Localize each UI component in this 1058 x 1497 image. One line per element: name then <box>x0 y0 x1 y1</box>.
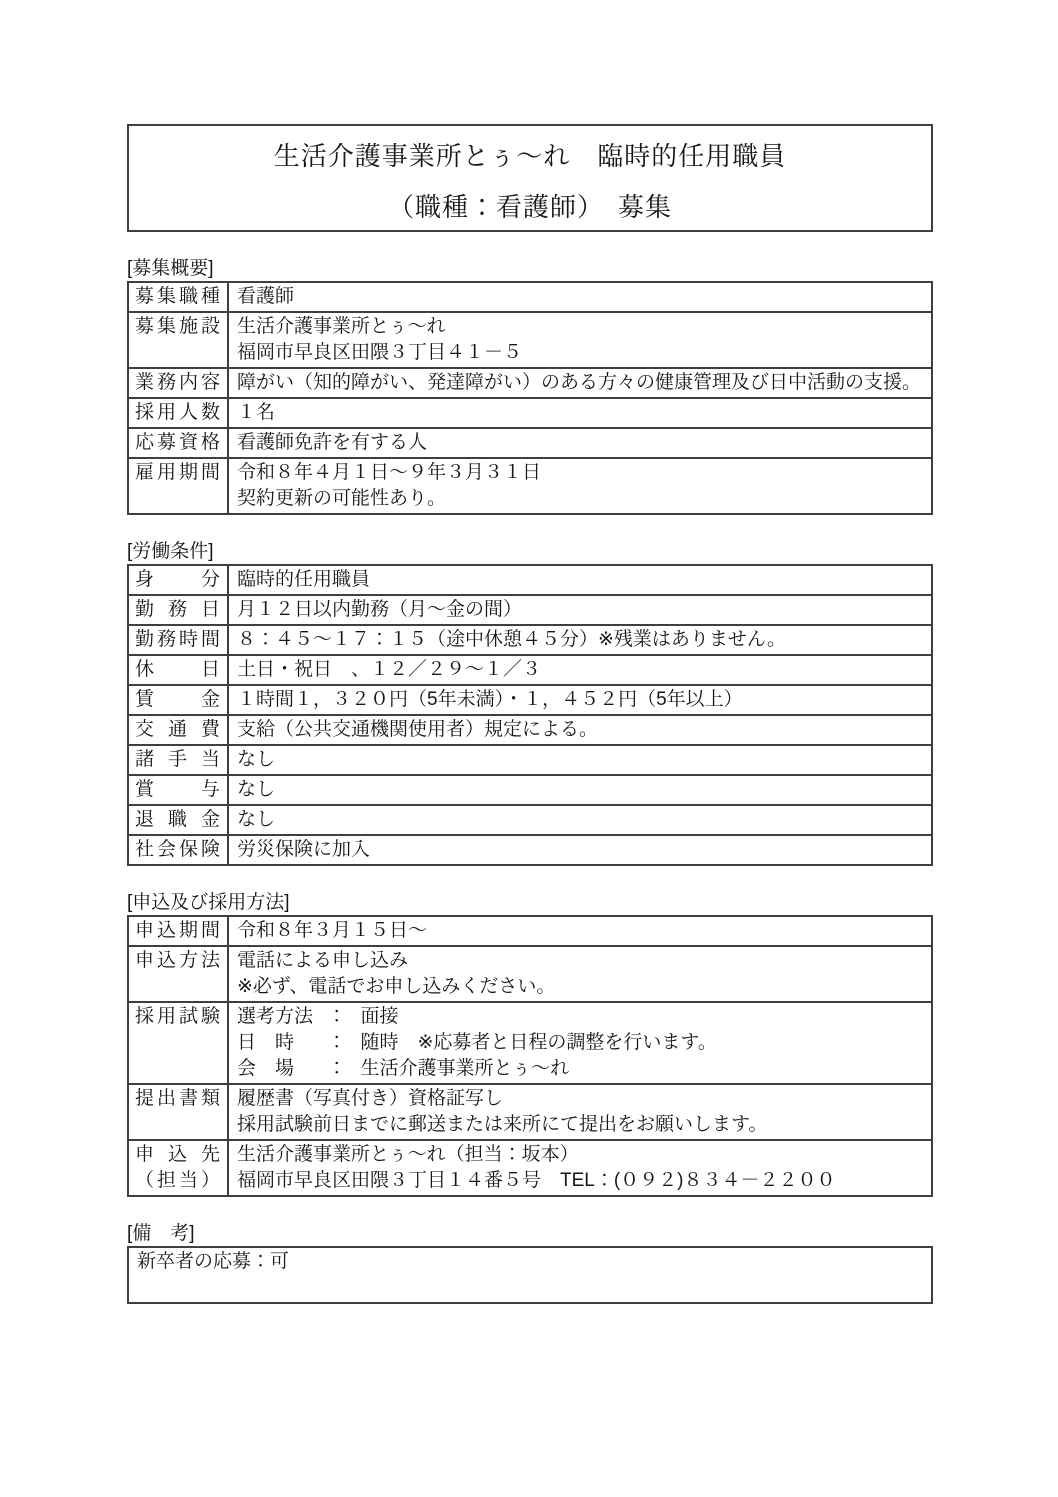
row-label: 業 務 内 容 <box>135 372 220 393</box>
row-value: なし <box>237 779 276 800</box>
recruit-overview-table <box>127 281 933 515</box>
remarks-table <box>127 1246 933 1304</box>
section-heading-remarks: [備 考] <box>127 1223 195 1244</box>
row-value: 会 場 ： 生活介護事業所とぅ～れ <box>237 1058 570 1079</box>
row-value: なし <box>237 809 276 830</box>
row-label: 申 込 先 <box>135 1144 220 1165</box>
remarks-note: 新卒者の応募：可 <box>137 1251 290 1272</box>
table-row <box>128 1140 932 1196</box>
row-value: 日 時 ： 随時 ※応募者と日程の調整を行います。 <box>237 1032 717 1053</box>
table-row <box>128 625 932 655</box>
row-value: 福岡市早良区田隈３丁目４１－５ <box>237 342 523 363</box>
row-label: 勤 務 日 <box>135 599 220 620</box>
table-row <box>128 595 932 625</box>
table-row <box>128 282 932 312</box>
row-value: 履歴書（写真付き）資格証写し <box>237 1088 504 1109</box>
application-method-table <box>127 915 933 1197</box>
table-row <box>128 398 932 428</box>
table-row <box>128 775 932 805</box>
table-row <box>128 916 932 946</box>
table-row <box>128 715 932 745</box>
row-label: 賞 与 <box>135 779 220 800</box>
document-title-line1: 生活介護事業所とぅ～れ 臨時的任用職員 <box>273 141 787 171</box>
section-heading-work-conditions: [労働条件] <box>127 541 214 562</box>
document-title-line2: （職種：看護師） 募集 <box>387 192 672 222</box>
row-value: 臨時的任用職員 <box>237 569 371 590</box>
table-row <box>128 1002 932 1084</box>
row-value: 電話による申し込み <box>237 950 409 971</box>
row-label: 申 込 方 法 <box>135 950 220 971</box>
row-value: １時間１，３２０円（5年未満）・１，４５２円（5年以上） <box>237 689 743 710</box>
row-value: 令和８年３月１５日～ <box>237 920 428 941</box>
row-value: 障がい（知的障がい、発達障がい）のある方々の健康管理及び日中活動の支援。 <box>237 372 922 393</box>
table-row <box>128 835 932 865</box>
row-label: 諸 手 当 <box>135 749 220 770</box>
work-conditions-table <box>127 564 933 866</box>
table-row <box>128 655 932 685</box>
row-value: 看護師免許を有する人 <box>237 432 428 453</box>
table-row <box>128 565 932 595</box>
row-value: なし <box>237 749 276 770</box>
row-label: 退 職 金 <box>135 809 220 830</box>
row-value: １名 <box>237 402 276 423</box>
row-label: 募 集 施 設 <box>135 316 220 337</box>
row-value: 令和８年４月１日～９年３月３１日 <box>237 462 542 483</box>
row-value: 福岡市早良区田隈３丁目１４番５号 TEL：(０９２)８３４－２２００ <box>237 1170 836 1191</box>
row-value: 選考方法 ： 面接 <box>237 1006 399 1027</box>
table-row <box>128 368 932 398</box>
row-label: 募 集 職 種 <box>135 286 220 307</box>
table-row <box>128 1247 932 1303</box>
row-value: 採用試験前日までに郵送または来所にて提出をお願いします。 <box>237 1114 768 1135</box>
table-row <box>128 946 932 1002</box>
row-value: 土日・祝日 、１２／２９～１／３ <box>237 659 542 680</box>
row-label: 提 出 書 類 <box>135 1088 220 1109</box>
row-label: 応 募 資 格 <box>135 432 220 453</box>
row-label: 勤 務 時 間 <box>135 629 220 650</box>
row-value: 契約更新の可能性あり。 <box>237 488 447 509</box>
row-value: 生活介護事業所とぅ～れ <box>237 316 446 337</box>
row-value: ８：４５～１７：１５（途中休憩４５分）※残業はありません。 <box>237 629 787 650</box>
row-label: 賃 金 <box>135 689 220 710</box>
row-label: 採 用 人 数 <box>135 402 220 423</box>
row-label: 雇 用 期 間 <box>135 462 220 483</box>
table-row <box>128 428 932 458</box>
row-label: 社 会 保 険 <box>135 839 220 860</box>
row-value: ※必ず、電話でお申し込みください。 <box>237 976 556 997</box>
row-value: 支給（公共交通機関使用者）規定による。 <box>237 719 599 740</box>
section-heading-application-method: [申込及び採用方法] <box>127 892 290 913</box>
row-value: 労災保険に加入 <box>237 839 371 860</box>
row-label: 身 分 <box>135 569 220 590</box>
row-label: 採 用 試 験 <box>135 1006 220 1027</box>
row-label-sub: （ 担 当 ） <box>135 1170 220 1191</box>
document <box>127 124 933 1304</box>
table-row <box>128 458 932 514</box>
row-value: 生活介護事業所とぅ～れ（担当：坂本） <box>237 1144 579 1165</box>
row-label: 交 通 費 <box>135 719 220 740</box>
title-box <box>127 124 933 232</box>
section-heading-recruit-overview: [募集概要] <box>127 258 214 279</box>
row-value: 月１２日以内勤務（月～金の間） <box>237 599 523 620</box>
row-label: 申 込 期 間 <box>135 920 220 941</box>
table-row <box>128 745 932 775</box>
row-value: 看護師 <box>237 286 295 307</box>
row-label: 休 日 <box>135 659 220 680</box>
table-row <box>128 312 932 368</box>
table-row <box>128 805 932 835</box>
table-row <box>128 685 932 715</box>
table-row <box>128 1084 932 1140</box>
